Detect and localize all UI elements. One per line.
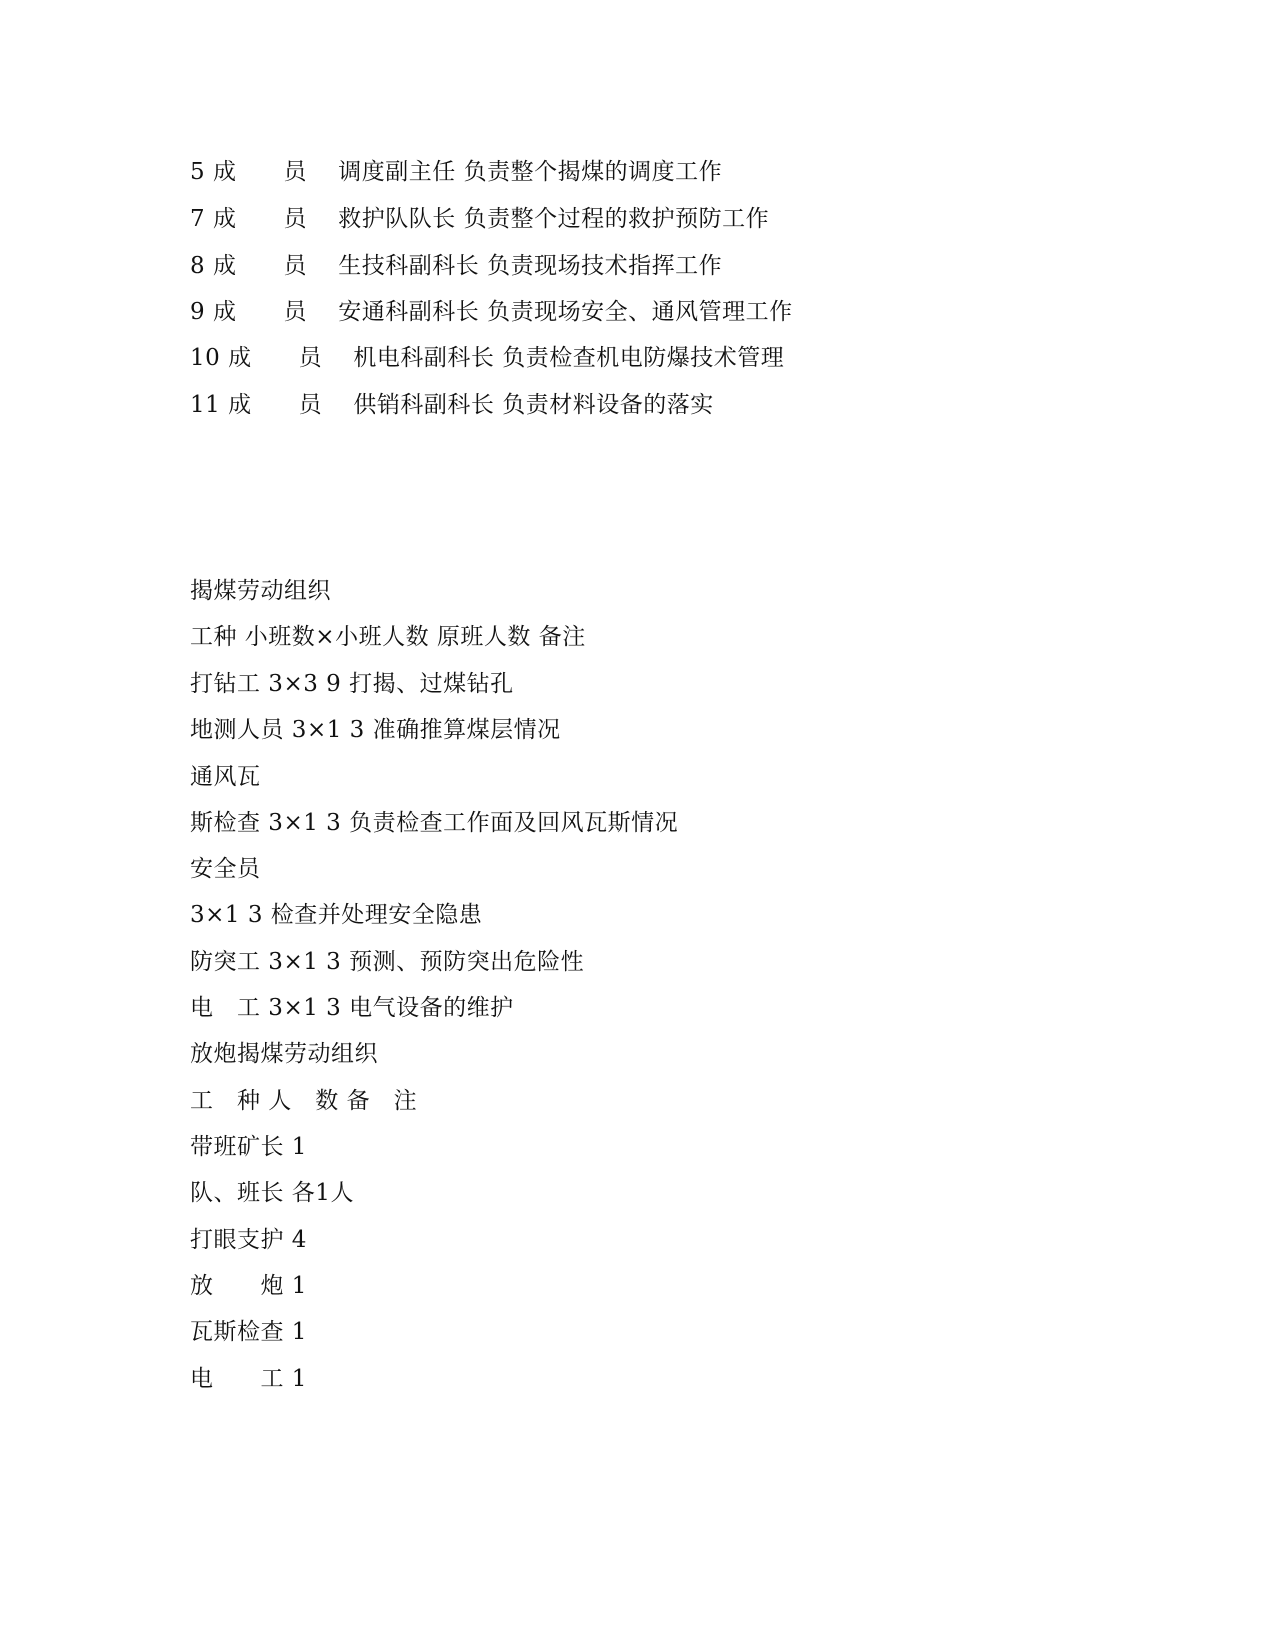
labor-org-line: 3×1 3 检查并处理安全隐患 bbox=[190, 902, 483, 928]
labor-org-line: 地测人员 3×1 3 准确推算煤层情况 bbox=[190, 717, 561, 743]
member-line: 10 成 员 机电科副科长 负责检查机电防爆技术管理 bbox=[190, 345, 785, 371]
blasting-org-line: 工 种 人 数 备 注 bbox=[190, 1088, 418, 1114]
blasting-org-line: 瓦斯检查 1 bbox=[190, 1319, 307, 1345]
blasting-org-line: 电 工 1 bbox=[190, 1366, 307, 1392]
labor-org-line: 安全员 bbox=[190, 856, 261, 882]
labor-org-title: 揭煤劳动组织 bbox=[190, 578, 331, 604]
blasting-org-title: 放炮揭煤劳动组织 bbox=[190, 1041, 378, 1067]
member-line: 9 成 员 安通科副科长 负责现场安全、通风管理工作 bbox=[190, 299, 793, 325]
blasting-org-line: 带班矿长 1 bbox=[190, 1134, 307, 1160]
labor-org-line: 打钻工 3×3 9 打揭、过煤钻孔 bbox=[190, 671, 514, 697]
labor-org-line: 工种 小班数×小班人数 原班人数 备注 bbox=[190, 624, 586, 650]
member-line: 8 成 员 生技科副科长 负责现场技术指挥工作 bbox=[190, 253, 723, 279]
member-line: 11 成 员 供销科副科长 负责材料设备的落实 bbox=[190, 392, 714, 418]
blasting-org-line: 放 炮 1 bbox=[190, 1273, 307, 1299]
labor-org-line: 电 工 3×1 3 电气设备的维护 bbox=[190, 995, 514, 1021]
labor-org-line: 通风瓦 bbox=[190, 764, 261, 790]
member-line: 7 成 员 救护队队长 负责整个过程的救护预防工作 bbox=[190, 206, 770, 232]
blasting-org-line: 打眼支护 4 bbox=[190, 1227, 307, 1253]
member-line: 5 成 员 调度副主任 负责整个揭煤的调度工作 bbox=[190, 159, 723, 185]
labor-org-line: 斯检查 3×1 3 负责检查工作面及回风瓦斯情况 bbox=[190, 810, 679, 836]
labor-org-line: 防突工 3×1 3 预测、预防突出危险性 bbox=[190, 949, 585, 975]
blasting-org-line: 队、班长 各1人 bbox=[190, 1180, 354, 1206]
